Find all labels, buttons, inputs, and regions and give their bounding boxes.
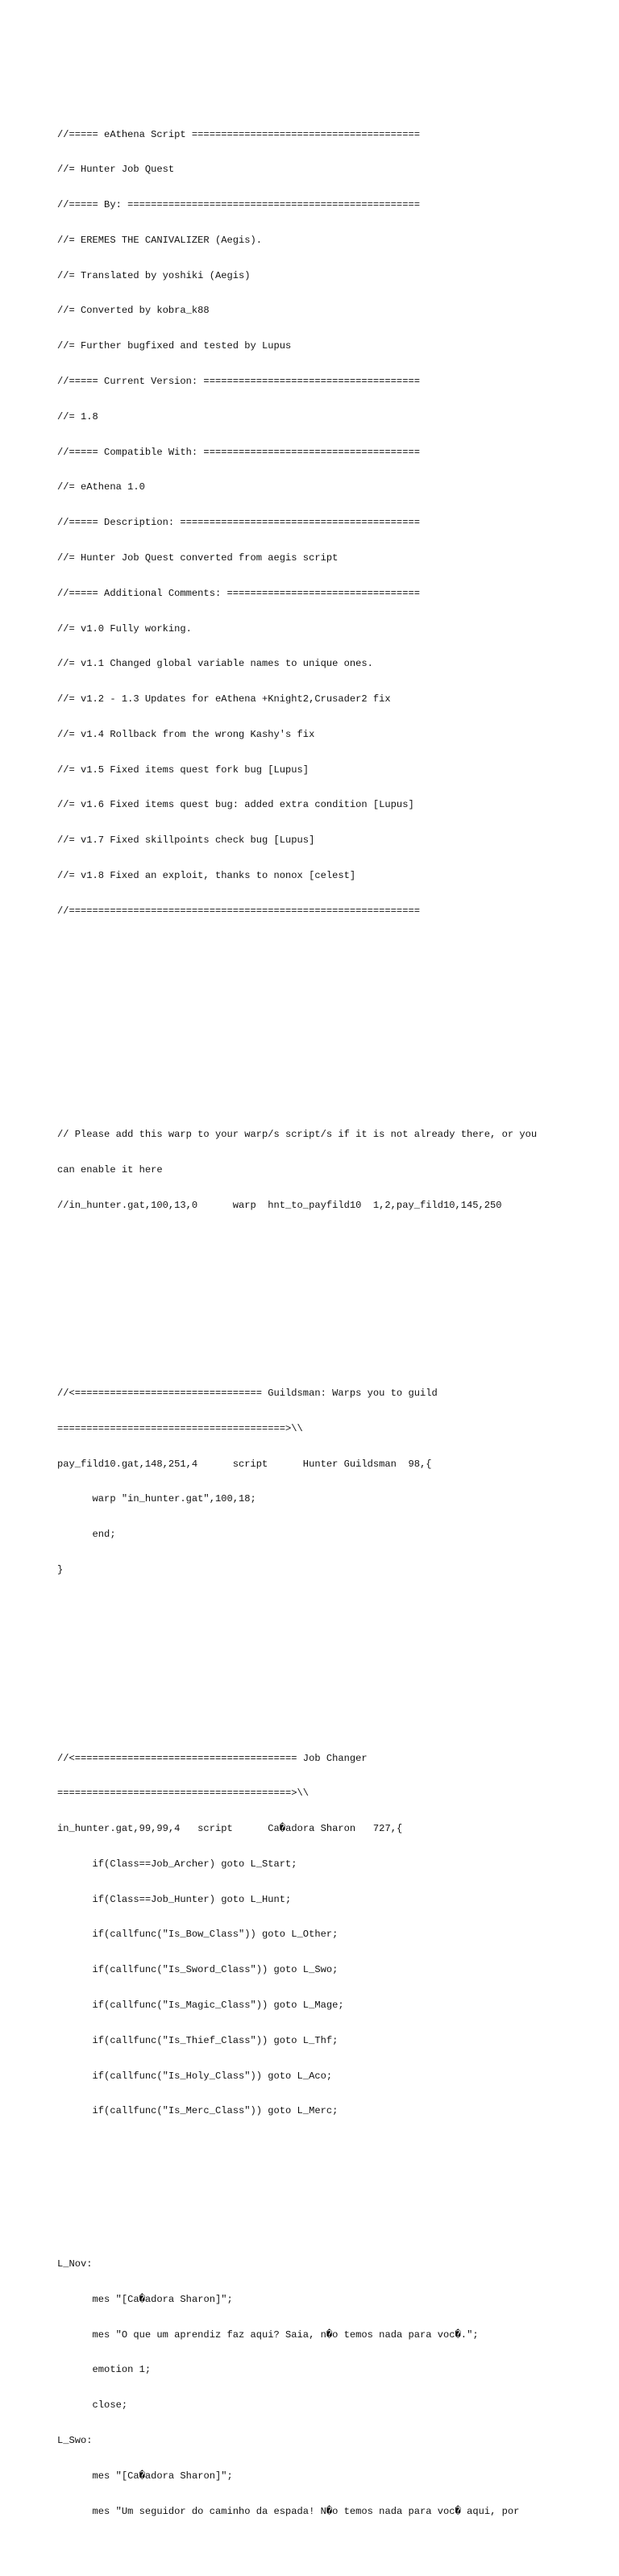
code-line: end; xyxy=(57,1529,116,1541)
code-line: //===== Compatible With: ===================================== xyxy=(57,446,420,458)
blank-line xyxy=(57,976,573,988)
code-line: if(Class==Job_Archer) goto L_Start; xyxy=(57,1858,297,1870)
code-line: //= v1.7 Fixed skillpoints check bug [Lupus] xyxy=(57,834,315,847)
code-line: mes "Um seguidor do caminho da espada! N�o temos nada para voc� aqui, por xyxy=(57,2505,520,2517)
code-line: L_Nov: xyxy=(57,2258,93,2270)
code-line: ========================================>\\ xyxy=(57,1787,310,1800)
code-line: //= Hunter Job Quest xyxy=(57,164,175,176)
code-line: //============================================================ xyxy=(57,905,420,917)
job-changer-block xyxy=(57,1729,573,2141)
code-line: if(callfunc("Is_Magic_Class")) goto L_Mage; xyxy=(57,1999,344,2011)
code-line: //<====================================== Job Changer xyxy=(57,1752,368,1764)
blank-line xyxy=(57,1011,573,1023)
code-line: //= v1.4 Rollback from the wrong Kashy's fix xyxy=(57,728,315,740)
code-line: // Please add this warp to your warp/s script/s if it is not already there, or you xyxy=(57,1129,538,1141)
code-line: //===== Additional Comments: ================================= xyxy=(57,587,420,599)
code-line: warp "in_hunter.gat",100,18; xyxy=(57,1493,256,1505)
code-line: if(callfunc("Is_Holy_Class")) goto L_Aco; xyxy=(57,2070,333,2082)
code-line: in_hunter.gat,99,99,4 script Ca�adora Sharon 727,{ xyxy=(57,1823,403,1835)
warp-note xyxy=(57,1105,573,1235)
code-line: //= v1.1 Changed global variable names to unique ones. xyxy=(57,658,373,670)
code-line: if(callfunc("Is_Merc_Class")) goto L_Merc; xyxy=(57,2105,339,2117)
code-line: pay_fild10.gat,148,251,4 script Hunter Guildsman 98,{ xyxy=(57,1458,432,1470)
blank-line xyxy=(57,1270,573,1282)
code-line: //= Further bugfixed and tested by Lupus xyxy=(57,340,292,352)
code-line: //= eAthena 1.0 xyxy=(57,481,145,493)
code-line: mes "[Ca�adora Sharon]"; xyxy=(57,2293,233,2305)
code-line: can enable it here xyxy=(57,1163,163,1176)
code-line: if(callfunc("Is_Thief_Class")) goto L_Thf; xyxy=(57,2034,339,2046)
code-line: } xyxy=(57,1564,64,1575)
blank-line xyxy=(57,1635,573,1647)
blank-line xyxy=(57,2176,573,2188)
guildsman-block xyxy=(57,1364,573,1600)
code-line: L_Swo: xyxy=(57,2434,93,2446)
code-line: //<================================ Guildsman: Warps you to guild xyxy=(57,1388,438,1400)
code-line: //in_hunter.gat,100,13,0 warp hnt_to_payfild10 1,2,pay_fild10,145,250 xyxy=(57,1199,502,1211)
code-line: if(Class==Job_Hunter) goto L_Hunt; xyxy=(57,1893,292,1905)
code-line: //===== Description: ========================================= xyxy=(57,517,420,529)
code-line: if(callfunc("Is_Bow_Class")) goto L_Other; xyxy=(57,1929,339,1941)
code-line: //===== eAthena Script ======================================= xyxy=(57,128,420,140)
blank-line xyxy=(57,1670,573,1682)
code-line: //===== Current Version: ===================================== xyxy=(57,376,420,388)
blank-line xyxy=(57,1047,573,1059)
code-line: //= EREMES THE CANIVALIZER (Aegis). xyxy=(57,234,263,246)
code-line: //= v1.8 Fixed an exploit, thanks to nonox [celest] xyxy=(57,869,356,881)
code-line: =======================================>\\ xyxy=(57,1422,303,1434)
code-line: mes "[Ca�adora Sharon]"; xyxy=(57,2470,233,2482)
code-line: close; xyxy=(57,2399,128,2412)
code-line: //= v1.6 Fixed items quest bug: added extra condition [Lupus] xyxy=(57,799,414,811)
code-line: if(callfunc("Is_Sword_Class")) goto L_Swo; xyxy=(57,1964,339,1976)
code-line: //= Translated by yoshiki (Aegis) xyxy=(57,269,251,281)
label-block xyxy=(57,2235,573,2541)
code-line: //= Hunter Job Quest converted from aegis script xyxy=(57,551,339,564)
code-line: //= v1.5 Fixed items quest fork bug [Lupus] xyxy=(57,764,310,776)
script-text xyxy=(57,58,573,2576)
code-line: //= v1.2 - 1.3 Updates for eAthena +Knight2,Crusader2 fix xyxy=(57,693,391,705)
code-line: //= v1.0 Fully working. xyxy=(57,622,192,635)
code-line: mes "O que um aprendiz faz aqui? Saia, n�o temos nada para voc�."; xyxy=(57,2328,479,2341)
code-line: //===== By: ================================================== xyxy=(57,199,420,211)
code-line: emotion 1; xyxy=(57,2364,152,2376)
code-line: //= Converted by kobra_k88 xyxy=(57,305,210,317)
script-header xyxy=(57,105,573,940)
blank-line xyxy=(57,1305,573,1317)
code-line: //= 1.8 xyxy=(57,410,98,422)
